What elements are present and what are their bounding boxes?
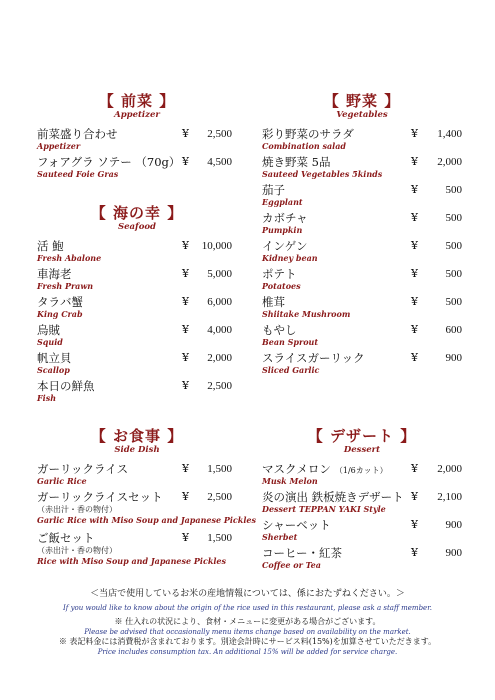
menu-item-price: 600 bbox=[445, 324, 462, 336]
yen-sign: ¥ bbox=[182, 323, 189, 336]
menu-item bbox=[262, 546, 462, 574]
yen-sign: ¥ bbox=[411, 267, 418, 280]
menu-item-name-en: Fresh Prawn bbox=[37, 281, 94, 291]
yen-sign: ¥ bbox=[182, 490, 189, 503]
menu-item bbox=[262, 127, 462, 155]
menu-item-name-jp-text: 茄子 bbox=[262, 183, 285, 197]
menu-item-name-jp bbox=[37, 127, 118, 141]
menu-item-name-en: Rice with Miso Soup and Japanese Pickles bbox=[37, 556, 226, 566]
menu-item-price: 5,000 bbox=[207, 268, 232, 280]
yen-sign: ¥ bbox=[411, 239, 418, 252]
menu-item bbox=[262, 518, 462, 546]
menu-item-name-en: Sherbet bbox=[262, 532, 298, 542]
menu-item-price: 500 bbox=[445, 212, 462, 224]
menu-item-name-en: Appetizer bbox=[37, 141, 81, 151]
menu-item-name-jp bbox=[37, 531, 95, 545]
menu-change-note-jp: ※ 仕入れの状況により、食材・メニューに変更がある場合がございます。 bbox=[114, 617, 381, 626]
menu-item bbox=[262, 155, 462, 183]
menu-item-name-jp-text: スライスガーリック bbox=[262, 351, 365, 365]
menu-item-name-jp-text: ガーリックライス bbox=[37, 462, 129, 476]
yen-sign: ¥ bbox=[411, 462, 418, 475]
menu-item-name-jp bbox=[37, 323, 60, 337]
menu-item-name-en: Squid bbox=[37, 337, 63, 347]
menu-item bbox=[262, 267, 462, 295]
menu-item-name-en: Bean Sprout bbox=[262, 337, 319, 347]
menu-item-price: 500 bbox=[445, 296, 462, 308]
seafood-subtitle: Seafood bbox=[118, 222, 156, 232]
menu-item-name-jp-text: コーヒー・紅茶 bbox=[262, 546, 343, 560]
menu-item bbox=[262, 351, 462, 379]
menu-item-name-en: Sliced Garlic bbox=[262, 365, 320, 375]
tax-note-en: Price includes consumption tax. An additional 15% will be added for service charge. bbox=[97, 648, 398, 656]
menu-item-name-jp-text: 彩り野菜のサラダ bbox=[262, 127, 354, 141]
menu-item-portion: （1/6カット） bbox=[334, 466, 388, 475]
menu-item-name-en: Eggplant bbox=[262, 197, 303, 207]
menu-item bbox=[262, 462, 462, 490]
menu-item-name-jp bbox=[37, 155, 180, 169]
yen-sign: ¥ bbox=[182, 351, 189, 364]
menu-item-price: 2,000 bbox=[437, 463, 462, 475]
menu-item-name-en: Sauteed Foie Gras bbox=[37, 169, 119, 179]
menu-item-price: 1,500 bbox=[207, 463, 232, 475]
menu-item-name-en: Kidney bean bbox=[262, 253, 318, 263]
menu-item bbox=[262, 295, 462, 323]
menu-change-note-en: Please be advised that occasionally menu items change based on availability on the market. bbox=[84, 628, 411, 636]
yen-sign: ¥ bbox=[182, 267, 189, 280]
vegetables-subtitle: Vegetables bbox=[336, 110, 388, 120]
menu-item-name-jp bbox=[262, 155, 330, 169]
menu-item bbox=[37, 531, 237, 572]
menu-item-name-jp bbox=[262, 183, 285, 197]
menu-item bbox=[37, 351, 237, 379]
menu-item-name-jp-text: ポテト bbox=[262, 267, 297, 281]
menu-item-name-jp bbox=[37, 351, 72, 365]
appetizer-subtitle: Appetizer bbox=[114, 110, 160, 120]
menu-item-name-en: King Crab bbox=[37, 309, 83, 319]
menu-item-name-en: Coffee or Tea bbox=[262, 560, 321, 570]
menu-item-price: 2,500 bbox=[207, 380, 232, 392]
menu-item bbox=[262, 183, 462, 211]
menu-item-price: 500 bbox=[445, 268, 462, 280]
side-dish-title: 【 お食事 】 bbox=[90, 427, 184, 445]
menu-item bbox=[37, 379, 237, 407]
menu-item bbox=[37, 239, 237, 267]
menu-item-price: 1,500 bbox=[207, 532, 232, 544]
menu-item-name-en: Potatoes bbox=[262, 281, 301, 291]
menu-item-price: 6,000 bbox=[207, 296, 232, 308]
menu-item-name-jp-text: カボチャ bbox=[262, 211, 308, 225]
menu-item-name-jp bbox=[262, 295, 285, 309]
menu-item-name-jp-text: 車海老 bbox=[37, 267, 72, 281]
menu-item bbox=[37, 323, 237, 351]
menu-item-price: 2,100 bbox=[437, 491, 462, 503]
vegetables-section bbox=[262, 93, 462, 379]
footer bbox=[0, 588, 495, 657]
menu-item-name-jp-text: シャーベット bbox=[262, 518, 331, 532]
appetizer-section bbox=[37, 93, 237, 183]
menu-item-name-jp bbox=[262, 351, 365, 365]
menu-item-price: 900 bbox=[445, 352, 462, 364]
menu-item-price: 10,000 bbox=[201, 240, 232, 252]
menu-item bbox=[262, 239, 462, 267]
menu-item-name-jp-text: マスクメロン bbox=[262, 462, 331, 476]
menu-item-price: 4,500 bbox=[207, 156, 232, 168]
yen-sign: ¥ bbox=[182, 155, 189, 168]
menu-item-name-en: Dessert TEPPAN YAKI Style bbox=[262, 504, 386, 514]
menu-item bbox=[262, 490, 462, 518]
menu-item-price: 500 bbox=[445, 184, 462, 196]
vegetables-title: 【 野菜 】 bbox=[323, 92, 401, 110]
menu-item-name-jp-text: 活 鮑 bbox=[37, 239, 64, 253]
yen-sign: ¥ bbox=[411, 518, 418, 531]
menu-item-name-jp bbox=[37, 295, 83, 309]
menu-item bbox=[37, 490, 256, 531]
yen-sign: ¥ bbox=[411, 351, 418, 364]
yen-sign: ¥ bbox=[411, 546, 418, 559]
yen-sign: ¥ bbox=[182, 127, 189, 140]
menu-item-price: 4,000 bbox=[207, 324, 232, 336]
menu-item-name-jp bbox=[37, 490, 163, 504]
menu-item-name-jp-text: 炎の演出 鉄板焼きデザート bbox=[262, 490, 404, 504]
menu-item-name-en: Scallop bbox=[37, 365, 70, 375]
menu-item-name-jp-text: 椎茸 bbox=[262, 295, 285, 309]
yen-sign: ¥ bbox=[182, 379, 189, 392]
yen-sign: ¥ bbox=[411, 211, 418, 224]
menu-item-name-en: Fresh Abalone bbox=[37, 253, 102, 263]
menu-item-price: 2,500 bbox=[207, 128, 232, 140]
yen-sign: ¥ bbox=[411, 127, 418, 140]
seafood-title: 【 海の幸 】 bbox=[90, 204, 184, 222]
menu-item-price: 2,000 bbox=[437, 156, 462, 168]
menu-item-price: 900 bbox=[445, 519, 462, 531]
menu-item-name-jp-text: 本日の鮮魚 bbox=[37, 379, 95, 393]
menu-item-name-jp-text: 帆立貝 bbox=[37, 351, 72, 365]
menu-item-name-jp bbox=[262, 518, 331, 532]
menu-item-name-en: Musk Melon bbox=[262, 476, 318, 486]
menu-item-price: 1,400 bbox=[437, 128, 462, 140]
yen-sign: ¥ bbox=[411, 295, 418, 308]
menu-item-price: 2,000 bbox=[207, 352, 232, 364]
menu-item-name-en: Garlic Rice bbox=[37, 476, 87, 486]
menu-item-price: 500 bbox=[445, 240, 462, 252]
menu-item-name-jp-text: ご飯セット bbox=[37, 531, 95, 545]
menu-item-name-jp-text: もやし bbox=[262, 323, 297, 337]
yen-sign: ¥ bbox=[411, 323, 418, 336]
menu-item-note: （赤出汁・香の物付） bbox=[37, 546, 117, 555]
menu-item-name-jp bbox=[262, 239, 308, 253]
rice-origin-note-jp: ＜当店で使用しているお米の産地情報については、係におたずねください。＞ bbox=[90, 589, 405, 599]
menu-item-name-jp-text: フォアグラ ソテー （70g） bbox=[37, 155, 181, 169]
menu-item-name-en: Combination salad bbox=[262, 141, 346, 151]
yen-sign: ¥ bbox=[182, 239, 189, 252]
menu-item-note: （赤出汁・香の物付） bbox=[37, 505, 117, 514]
menu-item-name-jp bbox=[37, 462, 128, 476]
menu-item-name-jp-text: インゲン bbox=[262, 239, 308, 253]
menu-item-name-jp bbox=[262, 490, 404, 504]
yen-sign: ¥ bbox=[411, 183, 418, 196]
menu-item bbox=[262, 323, 462, 351]
menu-item-price: 900 bbox=[445, 547, 462, 559]
menu-item-name-en: Sauteed Vegetables 5kinds bbox=[262, 169, 383, 179]
menu-item-name-jp-text: 烏賊 bbox=[37, 323, 60, 337]
menu-item-name-jp-text: ガーリックライスセット bbox=[37, 490, 163, 504]
yen-sign: ¥ bbox=[411, 490, 418, 503]
side-dish-section bbox=[37, 427, 256, 572]
menu-item bbox=[37, 295, 237, 323]
menu-item bbox=[37, 267, 237, 295]
menu-item-name-jp-text: 焼き野菜 5品 bbox=[262, 155, 331, 169]
appetizer-title: 【 前菜 】 bbox=[98, 92, 176, 110]
menu-item-price: 2,500 bbox=[207, 491, 232, 503]
menu-item bbox=[262, 211, 462, 239]
menu-item-name-jp bbox=[37, 267, 72, 281]
seafood-section bbox=[37, 205, 237, 407]
menu-item-name-jp bbox=[262, 267, 297, 281]
dessert-title: 【 デザート 】 bbox=[307, 427, 417, 445]
yen-sign: ¥ bbox=[411, 155, 418, 168]
menu-item-name-jp bbox=[262, 127, 354, 141]
yen-sign: ¥ bbox=[182, 295, 189, 308]
menu-item-name-en: Fish bbox=[37, 393, 57, 403]
menu-item-name-jp-text: 前菜盛り合わせ bbox=[37, 127, 118, 141]
menu-item bbox=[37, 155, 237, 183]
dessert-subtitle: Dessert bbox=[343, 445, 381, 455]
menu-item-name-en: Pumpkin bbox=[262, 225, 303, 235]
menu-item-name-jp bbox=[37, 239, 64, 253]
side-dish-subtitle: Side Dish bbox=[114, 445, 160, 455]
dessert-section bbox=[262, 428, 462, 574]
menu-item-name-jp bbox=[262, 323, 297, 337]
tax-note-jp: ※ 表記料金には消費税が含まれております。別途会計時にサービス料(15%)を加算させていただきます。 bbox=[58, 637, 437, 646]
rice-origin-note-en: If you would like to know about the origin of the rice used in this restaurant, please ask a staff member. bbox=[62, 604, 432, 612]
yen-sign: ¥ bbox=[182, 462, 189, 475]
menu-item-name-jp bbox=[37, 379, 95, 393]
menu-item-name-en: Garlic Rice with Miso Soup and Japanese Pickles bbox=[37, 515, 256, 525]
menu-item-name-en: Shiitake Mushroom bbox=[262, 309, 351, 319]
menu-item-name-jp bbox=[262, 211, 308, 225]
menu-item-name-jp-text: タラバ蟹 bbox=[37, 295, 83, 309]
menu-item bbox=[37, 127, 237, 155]
menu-item-name-jp bbox=[262, 546, 342, 560]
menu-item bbox=[37, 462, 237, 490]
yen-sign: ¥ bbox=[182, 531, 189, 544]
